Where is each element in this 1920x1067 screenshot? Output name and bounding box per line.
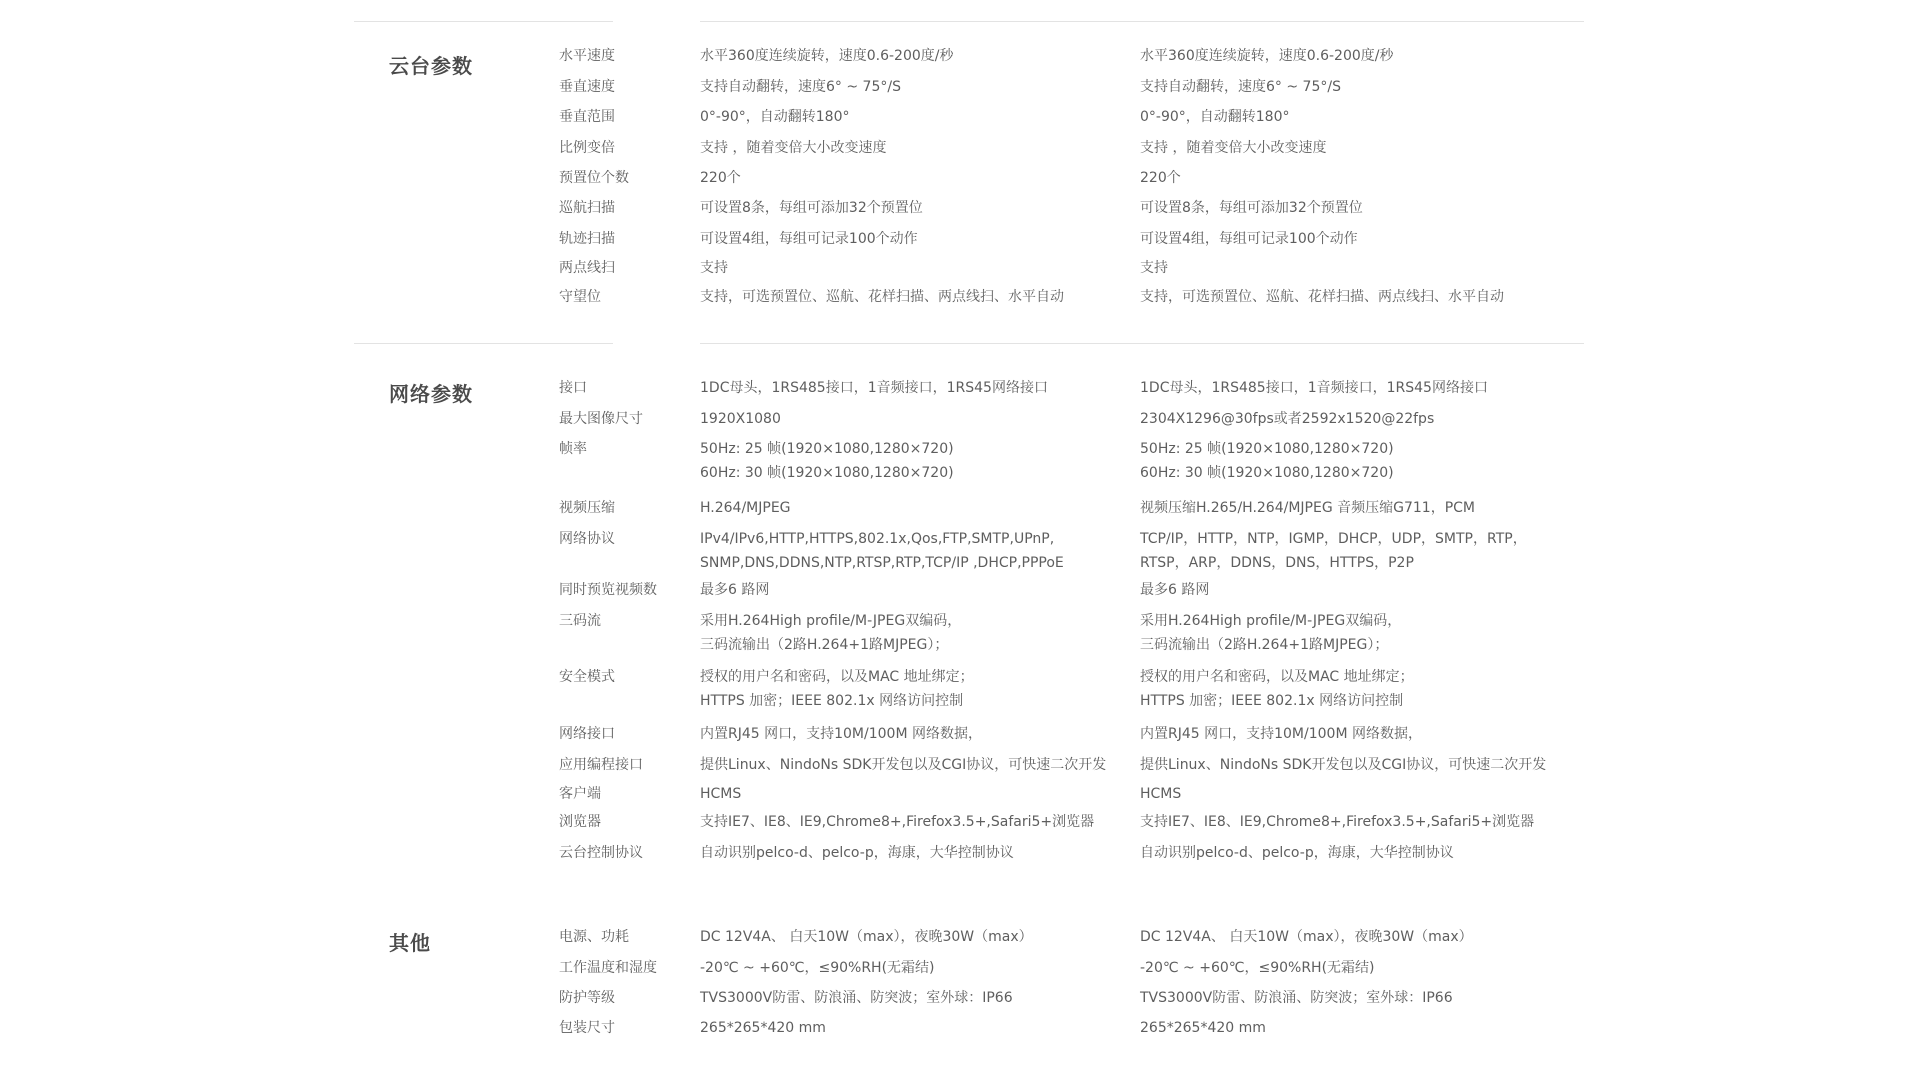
spec-value-line: 2304X1296@30fps或者2592x1520@22fps (1140, 411, 1435, 427)
spec-value-line: 内置RJ45 网口，支持10M/100M 网络数据， (700, 726, 982, 742)
section-title-ptz: 云台参数 (389, 54, 473, 78)
spec-value-line: 支持IE7、IE8、IE9,Chrome8+,Firefox3.5+,Safari5+浏览器 (700, 814, 1095, 830)
spec-value-line: 三码流输出（2路H.264+1路MJPEG）； (700, 637, 949, 653)
spec-value-model-2 (1140, 496, 1475, 520)
spec-value-line: DC 12V4A、 白天10W（max），夜晚30W（max） (700, 929, 1033, 945)
spec-value-line: 支持 ，随着变倍大小改变速度 (700, 140, 887, 156)
spec-value-model-1 (700, 609, 961, 657)
spec-label: 网络接口 (559, 726, 615, 742)
spec-value-line: 220个 (700, 170, 741, 186)
spec-label: 安全模式 (559, 669, 615, 685)
spec-value-line: 支持 ，随着变倍大小改变速度 (1140, 140, 1327, 156)
spec-value-line: 220个 (1140, 170, 1181, 186)
spec-label: 巡航扫描 (559, 200, 615, 216)
spec-label: 云台控制协议 (559, 845, 643, 861)
spec-value-line: HCMS (700, 786, 742, 802)
spec-value-line: 50Hz: 25 帧(1920×1080,1280×720) (700, 441, 954, 457)
spec-value-model-1 (700, 665, 974, 713)
spec-label: 客户端 (559, 786, 601, 802)
spec-label: 最大图像尺寸 (559, 411, 643, 427)
spec-value-model-1 (700, 722, 982, 746)
spec-value-line: 授权的用户名和密码，以及MAC 地址绑定； (700, 669, 974, 685)
spec-value-model-2 (1140, 527, 1527, 575)
spec-value-model-2 (1140, 75, 1341, 99)
spec-value-line: 支持 (1140, 260, 1168, 276)
spec-value-line: DC 12V4A、 白天10W（max），夜晚30W（max） (1140, 929, 1473, 945)
spec-value-model-2 (1140, 105, 1290, 129)
spec-value-line: 0°-90°，自动翻转180° (1140, 109, 1290, 125)
spec-value-model-1 (700, 810, 1094, 834)
spec-label: 垂直速度 (559, 79, 615, 95)
spec-value-model-2 (1140, 407, 1434, 431)
spec-value-line: TCP/IP，HTTP，NTP，IGMP，DHCP，UDP，SMTP，RTP， (1140, 531, 1527, 547)
spec-value-model-1 (700, 256, 728, 280)
spec-value-line: 可设置4组，每组可记录100个动作 (1140, 231, 1358, 247)
spec-label: 浏览器 (559, 814, 601, 830)
spec-value-line: 265*265*420 mm (700, 1020, 826, 1036)
spec-label: 垂直范围 (559, 109, 615, 125)
spec-value-line: 采用H.264High profile/M-JPEG双编码， (1140, 613, 1402, 629)
spec-value-model-2 (1140, 1016, 1266, 1040)
spec-value-line: 1DC母头，1RS485接口，1音频接口，1RS45网络接口 (700, 380, 1048, 396)
spec-value-line: 水平360度连续旋转，速度0.6-200度/秒 (700, 48, 954, 64)
spec-value-line: SNMP,DNS,DDNS,NTP,RTSP,RTP,TCP/IP ,DHCP,PPPoE (700, 555, 1064, 571)
spec-value-model-2 (1140, 227, 1358, 251)
spec-value-line: 支持，可选预置位、巡航、花样扫描、两点线扫、水平自动 (700, 289, 1064, 305)
spec-value-model-2 (1140, 810, 1534, 834)
spec-label: 轨迹扫描 (559, 231, 615, 247)
spec-value-model-2 (1140, 925, 1473, 949)
spec-value-line: RTSP，ARP，DDNS，DNS，HTTPS，P2P (1140, 555, 1414, 571)
spec-value-line: 三码流输出（2路H.264+1路MJPEG）； (1140, 637, 1389, 653)
spec-value-line: 可设置8条，每组可添加32个预置位 (700, 200, 923, 216)
spec-value-line: 支持，可选预置位、巡航、花样扫描、两点线扫、水平自动 (1140, 289, 1504, 305)
spec-value-model-1 (700, 285, 1064, 309)
spec-value-line: 提供Linux、NindoNs SDK开发包以及CGI协议，可快速二次开发 (700, 757, 1107, 773)
spec-label: 网络协议 (559, 531, 615, 547)
spec-value-model-2 (1140, 986, 1453, 1010)
spec-value-model-1 (700, 75, 901, 99)
spec-value-model-1 (700, 578, 769, 602)
spec-label: 工作温度和湿度 (559, 960, 657, 976)
spec-label: 水平速度 (559, 48, 615, 64)
spec-value-model-1 (700, 527, 1064, 575)
spec-label: 同时预览视频数 (559, 582, 657, 598)
spec-value-line: H.264/MJPEG (700, 500, 791, 516)
spec-value-model-2 (1140, 196, 1363, 220)
section-title-network: 网络参数 (389, 382, 473, 406)
spec-label: 帧率 (559, 441, 587, 457)
spec-value-model-2 (1140, 256, 1168, 280)
divider-left-top (354, 21, 613, 22)
spec-value-line: 视频压缩H.265/H.264/MJPEG 音频压缩G711，PCM (1140, 500, 1476, 516)
spec-value-model-1 (700, 782, 741, 806)
spec-value-line: 1920X1080 (700, 411, 781, 427)
spec-value-line: 采用H.264High profile/M-JPEG双编码， (700, 613, 962, 629)
spec-value-model-1 (700, 136, 886, 160)
spec-value-model-1 (700, 376, 1048, 400)
spec-value-model-2 (1140, 166, 1181, 190)
spec-label: 三码流 (559, 613, 601, 629)
spec-value-model-2 (1140, 753, 1546, 777)
spec-value-model-2 (1140, 956, 1375, 980)
spec-value-model-1 (700, 986, 1013, 1010)
spec-value-model-2 (1140, 376, 1488, 400)
spec-value-model-1 (700, 753, 1106, 777)
spec-value-line: 支持IE7、IE8、IE9,Chrome8+,Firefox3.5+,Safari5+浏览器 (1140, 814, 1535, 830)
spec-value-line: -20℃ ~ +60℃，≤90%RH(无霜结) (1140, 960, 1375, 976)
spec-value-model-1 (700, 1016, 826, 1040)
spec-value-model-1 (700, 956, 935, 980)
spec-value-line: IPv4/IPv6,HTTP,HTTPS,802.1x,Qos,FTP,SMTP,UPnP, (700, 531, 1055, 547)
spec-value-line: HTTPS 加密；IEEE 802.1x 网络访问控制 (700, 693, 964, 709)
spec-label: 防护等级 (559, 990, 615, 1006)
spec-value-line: 自动识别pelco-d、pelco-p，海康，大华控制协议 (700, 845, 1014, 861)
spec-label: 视频压缩 (559, 500, 615, 516)
divider-right-top (700, 21, 1584, 22)
spec-value-model-1 (700, 437, 954, 485)
spec-value-model-2 (1140, 722, 1422, 746)
spec-value-model-1 (700, 496, 791, 520)
spec-value-model-1 (700, 407, 781, 431)
spec-value-model-2 (1140, 285, 1504, 309)
spec-label: 守望位 (559, 289, 601, 305)
spec-label: 电源、功耗 (559, 929, 629, 945)
spec-value-model-2 (1140, 44, 1393, 68)
spec-value-line: 1DC母头，1RS485接口，1音频接口，1RS45网络接口 (1140, 380, 1488, 396)
spec-value-line: 支持 (700, 260, 728, 276)
spec-value-model-1 (700, 105, 850, 129)
spec-label: 接口 (559, 380, 587, 396)
spec-value-line: 支持自动翻转，速度6° ~ 75°/S (700, 79, 901, 95)
spec-value-line: -20℃ ~ +60℃，≤90%RH(无霜结) (700, 960, 935, 976)
spec-value-model-2 (1140, 782, 1181, 806)
section-title-other: 其他 (389, 931, 431, 955)
spec-value-line: 水平360度连续旋转，速度0.6-200度/秒 (1140, 48, 1394, 64)
spec-value-model-2 (1140, 437, 1394, 485)
spec-value-line: TVS3000V防雷、防浪涌、防突波；室外球：IP66 (1140, 990, 1453, 1006)
spec-value-model-2 (1140, 665, 1414, 713)
spec-value-line: 60Hz: 30 帧(1920×1080,1280×720) (700, 465, 954, 481)
spec-value-line: 可设置4组，每组可记录100个动作 (700, 231, 918, 247)
spec-value-line: 60Hz: 30 帧(1920×1080,1280×720) (1140, 465, 1394, 481)
spec-value-line: 可设置8条，每组可添加32个预置位 (1140, 200, 1363, 216)
spec-label: 包装尺寸 (559, 1020, 615, 1036)
spec-value-model-1 (700, 166, 741, 190)
divider-right-mid (700, 343, 1584, 344)
divider-left-mid (354, 343, 613, 344)
spec-value-model-2 (1140, 136, 1326, 160)
spec-value-model-1 (700, 841, 1014, 865)
spec-value-model-1 (700, 925, 1033, 949)
spec-value-line: HTTPS 加密；IEEE 802.1x 网络访问控制 (1140, 693, 1404, 709)
spec-value-model-2 (1140, 609, 1401, 657)
spec-value-model-1 (700, 227, 918, 251)
spec-value-model-1 (700, 196, 923, 220)
spec-label: 比例变倍 (559, 140, 615, 156)
spec-value-line: 支持自动翻转，速度6° ~ 75°/S (1140, 79, 1341, 95)
spec-value-line: 最多6 路网 (700, 582, 770, 598)
spec-value-model-1 (700, 44, 953, 68)
spec-label: 预置位个数 (559, 170, 629, 186)
spec-label: 应用编程接口 (559, 757, 643, 773)
spec-value-line: 最多6 路网 (1140, 582, 1210, 598)
spec-value-line: 0°-90°，自动翻转180° (700, 109, 850, 125)
spec-label: 两点线扫 (559, 260, 615, 276)
spec-value-line: 授权的用户名和密码，以及MAC 地址绑定； (1140, 669, 1414, 685)
spec-value-line: 265*265*420 mm (1140, 1020, 1266, 1036)
spec-value-line: 50Hz: 25 帧(1920×1080,1280×720) (1140, 441, 1394, 457)
spec-value-line: HCMS (1140, 786, 1182, 802)
spec-value-line: 自动识别pelco-d、pelco-p，海康，大华控制协议 (1140, 845, 1454, 861)
spec-value-model-2 (1140, 578, 1209, 602)
spec-value-line: 提供Linux、NindoNs SDK开发包以及CGI协议，可快速二次开发 (1140, 757, 1547, 773)
spec-value-line: 内置RJ45 网口，支持10M/100M 网络数据， (1140, 726, 1422, 742)
spec-value-line: TVS3000V防雷、防浪涌、防突波；室外球：IP66 (700, 990, 1013, 1006)
spec-value-model-2 (1140, 841, 1454, 865)
